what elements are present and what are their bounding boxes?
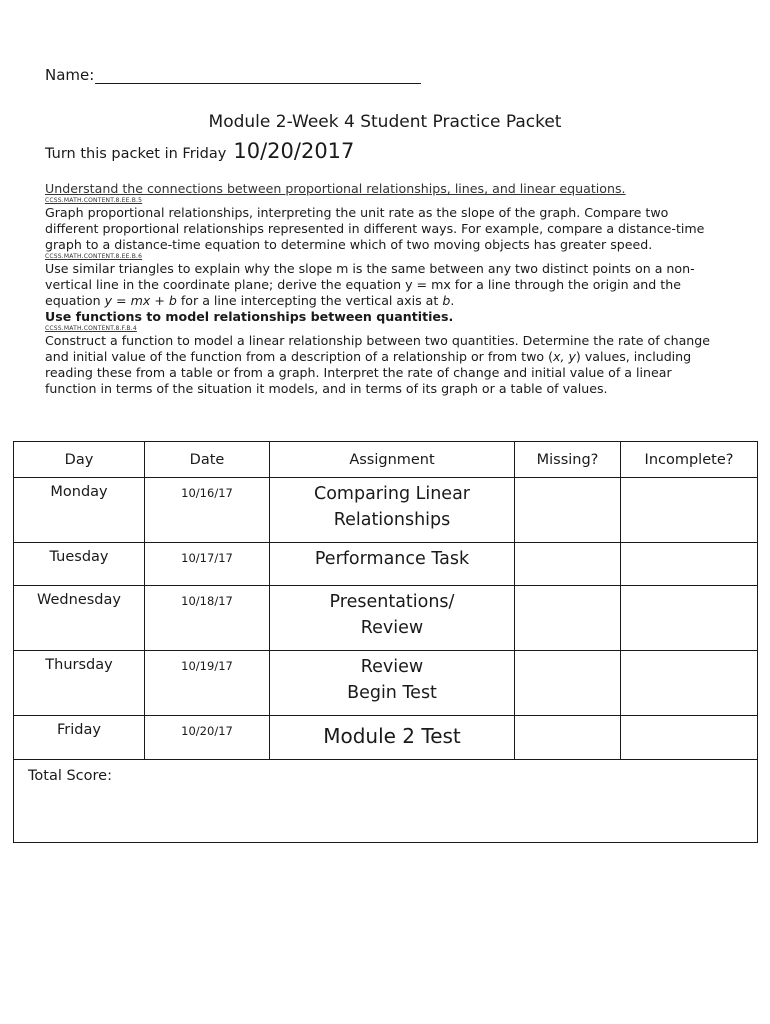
date-cell: 10/17/17 [145,543,270,586]
name-blank-line[interactable] [95,67,421,84]
standard-text-2-end: . [450,293,455,308]
assignment-cell [270,716,515,760]
day-cell: Thursday [14,651,145,716]
assignment-line-1: Review [360,657,424,677]
assignment-line-2: Review [360,618,424,638]
variable-b: b [442,293,451,308]
date-cell: 10/19/17 [145,651,270,716]
standard-text-3-a: Construct a function to model a linear relationship between two quantities. Determine the rate of change and initial value of the function from a description of a relationship or from two ( [45,333,711,364]
table-row [14,586,758,651]
standard-code-2: CCSS.MATH.CONTENT.8.EE.B.6 [45,253,143,260]
table-row [14,543,758,586]
total-score-label: Total Score: [28,768,112,784]
incomplete-cell[interactable] [621,651,758,716]
assignment-line-1: Module 2 Test [323,724,461,748]
standard-heading-2: Use functions to model relationships between quantities. [45,309,454,324]
header-assignment: Assignment [270,442,515,478]
standard-text-3 [45,333,725,397]
turn-in-label: Turn this packet in Friday [45,146,227,162]
table-row [14,716,758,760]
missing-cell[interactable] [515,651,621,716]
table-row [14,651,758,716]
turn-in-date: 10/20/2017 [233,139,355,163]
day-cell: Tuesday [14,543,145,586]
total-score-cell[interactable] [14,760,758,843]
day-cell: Friday [14,716,145,760]
table-row [14,478,758,543]
date-cell: 10/16/17 [145,478,270,543]
turn-in-line [45,139,354,163]
standard-text-2-b: for a line intercepting the vertical axis at [176,293,443,308]
schedule-table [13,441,758,843]
incomplete-cell[interactable] [621,716,758,760]
missing-cell[interactable] [515,543,621,586]
assignment-line-1: Comparing Linear [313,484,470,504]
standard-code-1: CCSS.MATH.CONTENT.8.EE.B.5 [45,197,143,204]
incomplete-cell[interactable] [621,586,758,651]
date-cell: 10/20/17 [145,716,270,760]
day-cell: Monday [14,478,145,543]
missing-cell[interactable] [515,478,621,543]
day-cell: Wednesday [14,586,145,651]
name-field[interactable] [45,66,421,84]
assignment-line-1: Performance Task [314,549,470,569]
header-missing: Missing? [515,442,621,478]
assignment-line-2: Begin Test [347,683,437,703]
name-label: Name: [45,66,95,84]
missing-cell[interactable] [515,586,621,651]
variable-xy: x, y [553,349,576,364]
header-date: Date [145,442,270,478]
assignment-cell [270,543,515,586]
header-day: Day [14,442,145,478]
standard-text-3-b: ) values, including reading these from a table or from a graph. Interpret the rate of change and initial value of a linear function in terms of the situation it models, and in terms of its graph or a table of values. [45,349,692,396]
date-cell: 10/18/17 [145,586,270,651]
standard-code-3: CCSS.MATH.CONTENT.8.F.B.4 [45,325,137,332]
assignment-cell [270,651,515,716]
header-incomplete: Incomplete? [621,442,758,478]
standard-text-2-a: Use similar triangles to explain why the slope m is the same between any two distinct points on a non-vertical line in the coordinate plane; derive the equation y = mx for a line through the origin and the equation [45,261,695,308]
assignment-line-1: Presentations/ [329,592,455,612]
assignment-cell [270,586,515,651]
table-header-row [14,442,758,478]
equation-slope-intercept: y = mx + b [104,293,177,308]
assignment-line-2: Relationships [333,510,451,530]
standard-text-2 [45,261,725,309]
standards-section [45,181,725,397]
page-title: Module 2-Week 4 Student Practice Packet [208,112,562,132]
standard-heading-1: Understand the connections between proportional relationships, lines, and linear equations. [45,181,626,196]
incomplete-cell[interactable] [621,543,758,586]
standard-text-1: Graph proportional relationships, interpreting the unit rate as the slope of the graph. Compare two different proportional relationships represented in different ways. For example, compare a distance-time graph to a distance-time equation to determine which of two moving objects has greater speed. [45,205,705,252]
incomplete-cell[interactable] [621,478,758,543]
total-score-row [14,760,758,843]
assignment-cell [270,478,515,543]
missing-cell[interactable] [515,716,621,760]
